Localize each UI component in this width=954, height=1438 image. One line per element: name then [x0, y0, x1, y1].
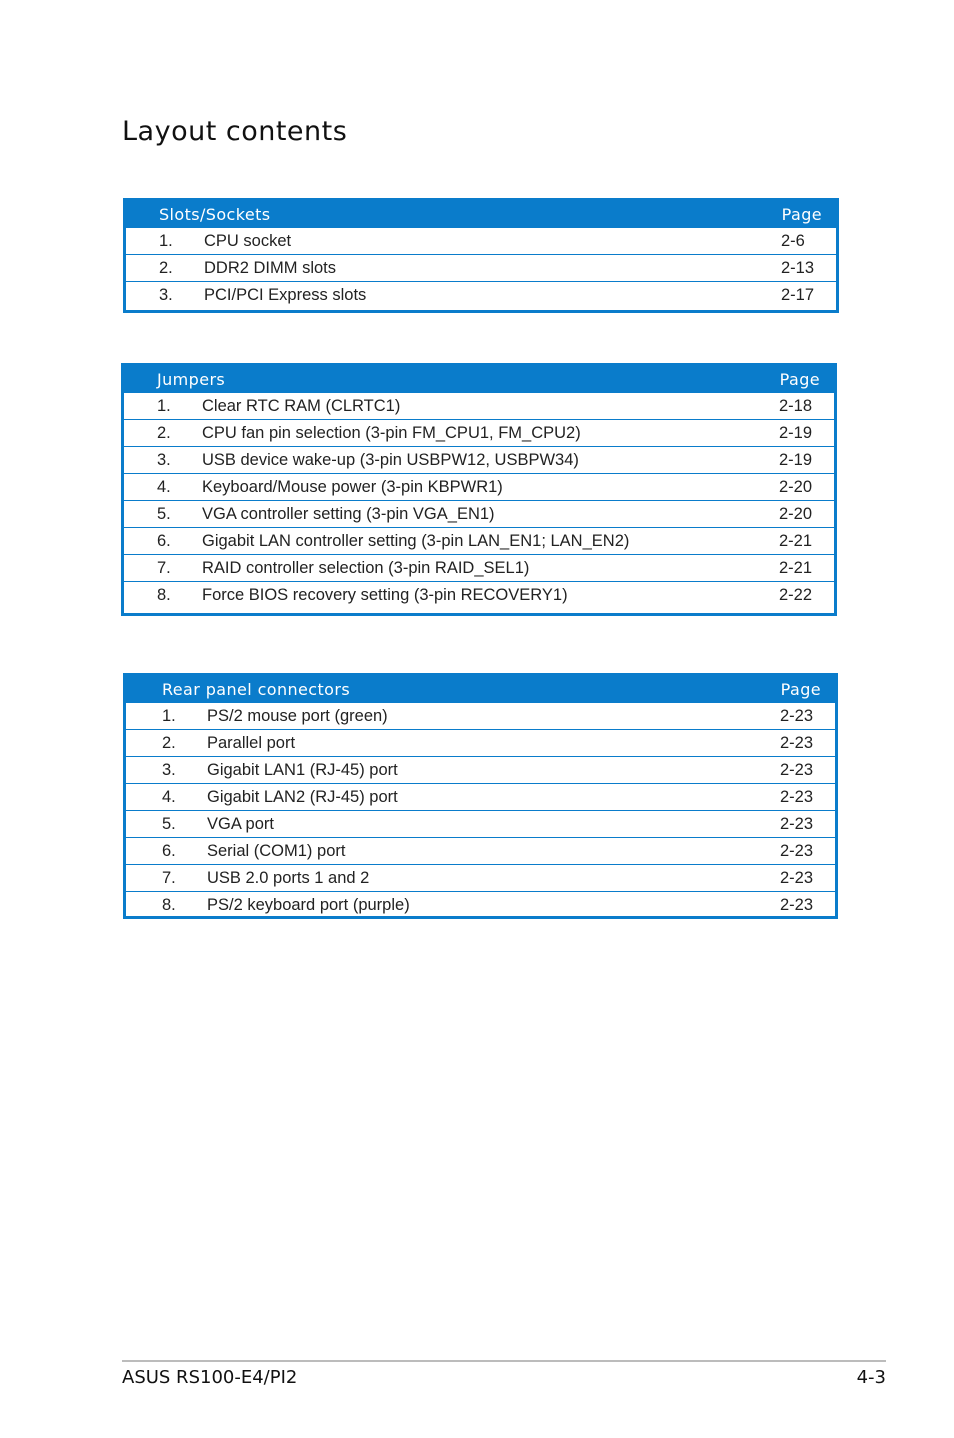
- row-page: 2-23: [780, 895, 814, 914]
- row-page: 2-18: [779, 396, 813, 415]
- row-number: 2.: [159, 258, 173, 277]
- row-number: 3.: [162, 760, 176, 779]
- row-number: 1.: [159, 231, 173, 250]
- table-header: [126, 201, 836, 228]
- table-row[interactable]: [126, 783, 835, 810]
- row-number: 6.: [157, 531, 171, 550]
- row-number: 2.: [162, 733, 176, 752]
- row-label: VGA controller setting (3-pin VGA_EN1): [202, 504, 495, 523]
- row-number: 8.: [157, 585, 171, 604]
- table-body: [126, 228, 836, 308]
- row-label: Clear RTC RAM (CLRTC1): [202, 396, 401, 415]
- table-row[interactable]: [124, 554, 834, 581]
- row-label: Parallel port: [207, 733, 296, 752]
- table-row[interactable]: [126, 864, 835, 891]
- row-number: 7.: [162, 868, 176, 887]
- table-row[interactable]: [126, 228, 836, 254]
- row-number: 5.: [157, 504, 171, 523]
- row-label: Gigabit LAN1 (RJ-45) port: [207, 760, 398, 779]
- row-number: 3.: [157, 450, 171, 469]
- row-page: 2-23: [780, 841, 814, 860]
- table-row[interactable]: [126, 756, 835, 783]
- row-page: 2-23: [780, 787, 814, 806]
- table-row[interactable]: [126, 703, 835, 729]
- row-number: 7.: [157, 558, 171, 577]
- table-row[interactable]: [124, 393, 834, 419]
- row-number: 2.: [157, 423, 171, 442]
- row-page: 2-23: [780, 868, 814, 887]
- row-page: 2-21: [779, 531, 813, 550]
- table-row[interactable]: [126, 891, 835, 918]
- table-header-title: Rear panel connectors: [162, 680, 351, 699]
- row-page: 2-13: [781, 258, 815, 277]
- row-number: 1.: [157, 396, 171, 415]
- row-page: 2-23: [780, 706, 814, 725]
- table-header-page: Page: [781, 205, 822, 224]
- table-header-title: Jumpers: [157, 370, 226, 389]
- row-page: 2-20: [779, 504, 813, 523]
- table-row[interactable]: [124, 473, 834, 500]
- table-row[interactable]: [126, 254, 836, 281]
- row-page: 2-17: [781, 285, 815, 304]
- row-page: 2-23: [780, 760, 814, 779]
- row-label: USB device wake-up (3-pin USBPW12, USBPW34): [202, 450, 579, 469]
- table-row[interactable]: [124, 419, 834, 446]
- table-header-title: Slots/Sockets: [159, 205, 271, 224]
- table-row[interactable]: [126, 837, 835, 864]
- footer-page-number: 4-3: [856, 1367, 886, 1388]
- row-page: 2-22: [779, 585, 813, 604]
- row-label: Gigabit LAN controller setting (3-pin LAN_EN1; LAN_EN2): [202, 531, 630, 550]
- table-row[interactable]: [124, 527, 834, 554]
- row-label: PS/2 mouse port (green): [207, 706, 388, 725]
- table-row[interactable]: [126, 810, 835, 837]
- footer-product-name: ASUS RS100-E4/PI2: [122, 1367, 298, 1388]
- row-page: 2-19: [779, 450, 813, 469]
- row-number: 8.: [162, 895, 176, 914]
- row-label: Gigabit LAN2 (RJ-45) port: [207, 787, 398, 806]
- jumpers-table: [121, 363, 837, 616]
- table-row[interactable]: [126, 729, 835, 756]
- row-page: 2-6: [781, 231, 805, 250]
- row-number: 6.: [162, 841, 176, 860]
- page-title: Layout contents: [122, 116, 348, 147]
- row-label: CPU socket: [204, 231, 292, 250]
- row-number: 4.: [157, 477, 171, 496]
- row-page: 2-21: [779, 558, 813, 577]
- table-row[interactable]: [124, 446, 834, 473]
- row-label: VGA port: [207, 814, 274, 833]
- row-page: 2-23: [780, 814, 814, 833]
- row-page: 2-19: [779, 423, 813, 442]
- table-header: [124, 366, 834, 393]
- row-page: 2-20: [779, 477, 813, 496]
- row-number: 3.: [159, 285, 173, 304]
- row-label: USB 2.0 ports 1 and 2: [207, 868, 370, 887]
- row-label: DDR2 DIMM slots: [204, 258, 337, 277]
- footer-divider: [122, 1360, 886, 1362]
- row-number: 5.: [162, 814, 176, 833]
- table-body: [126, 703, 835, 918]
- row-label: Force BIOS recovery setting (3-pin RECOVERY1): [202, 585, 568, 604]
- row-label: PS/2 keyboard port (purple): [207, 895, 410, 914]
- row-number: 1.: [162, 706, 176, 725]
- table-header: [126, 676, 835, 703]
- table-row[interactable]: [124, 581, 834, 608]
- table-body: [124, 393, 834, 608]
- slots-sockets-table: [123, 198, 839, 313]
- row-page: 2-23: [780, 733, 814, 752]
- row-number: 4.: [162, 787, 176, 806]
- table-row[interactable]: [124, 500, 834, 527]
- table-header-page: Page: [780, 680, 821, 699]
- rear-panel-connectors-table: [123, 673, 838, 919]
- row-label: CPU fan pin selection (3-pin FM_CPU1, FM_CPU2): [202, 423, 581, 442]
- row-label: Keyboard/Mouse power (3-pin KBPWR1): [202, 477, 503, 496]
- row-label: PCI/PCI Express slots: [204, 285, 367, 304]
- table-row[interactable]: [126, 281, 836, 308]
- table-header-page: Page: [779, 370, 820, 389]
- row-label: Serial (COM1) port: [207, 841, 346, 860]
- row-label: RAID controller selection (3-pin RAID_SEL1): [202, 558, 530, 577]
